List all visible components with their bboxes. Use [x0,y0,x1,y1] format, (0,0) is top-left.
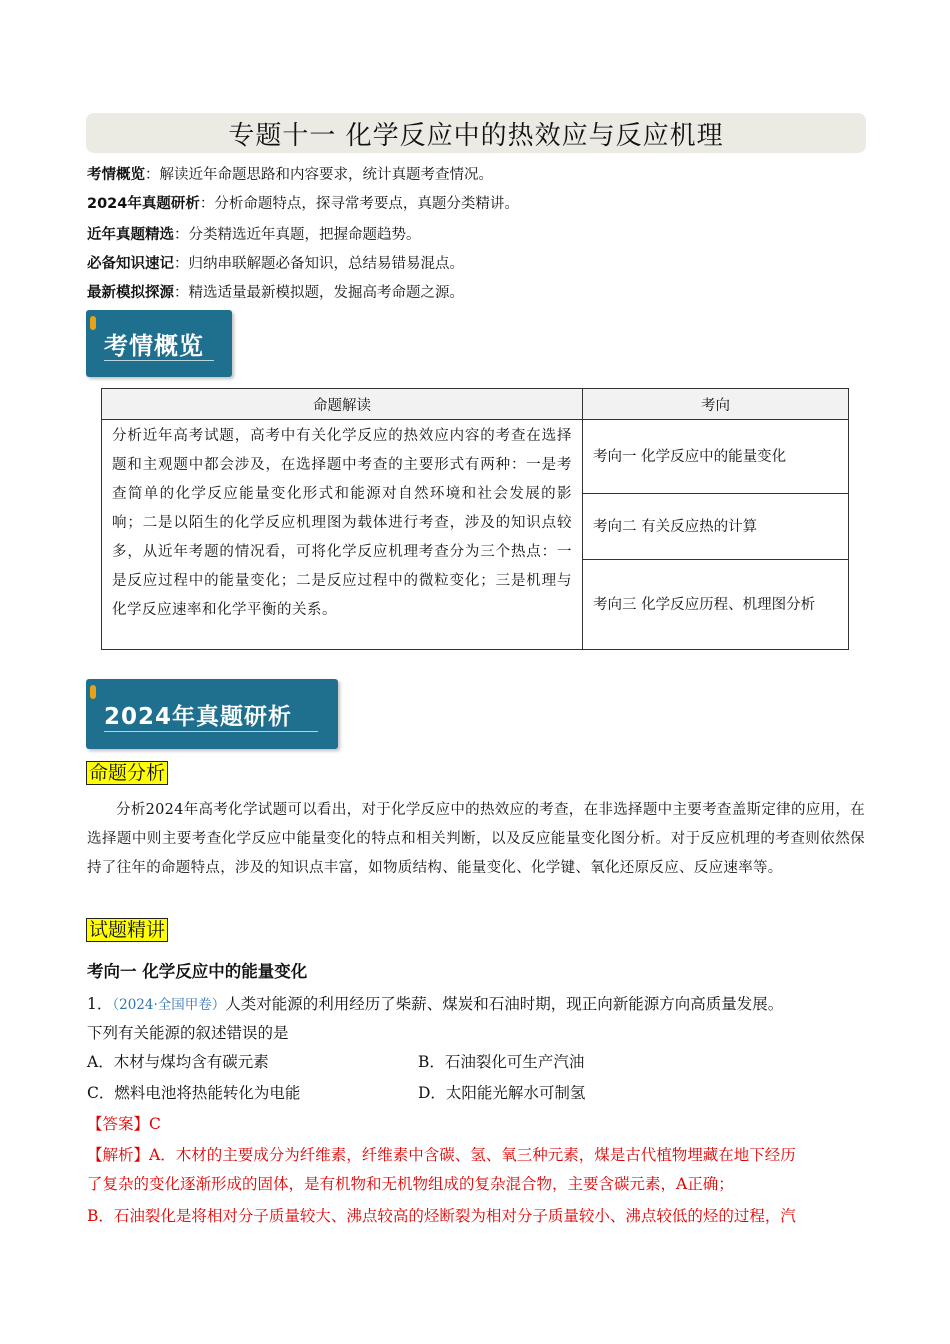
intro-text: ：归纳串联解题必备知识，总结易错易混点。 [174,256,464,272]
section-heading-label: 试题精讲 [86,918,168,942]
option-a: A．木材与煤均含有碳元素 [87,1053,269,1071]
option-c: C．燃料电池将热能转化为电能 [87,1084,301,1102]
intro-line-knowledge [87,254,464,274]
banner-underline [104,360,214,361]
table-description: 分析近年高考试题，高考中有关化学反应的热效应内容的考查在选择题和主观题中都会涉及，在选择题中考查的主要形式有两种：一是考查简单的化学反应能量变化形式和能源对自然环境和社会发展的影响；二是以陌生的化学反应机理图为载体进行考查，涉及的知识点较多，从近年考题的情况看，可将化学反应机理考查分为三个热点：一是反应过程中的能量变化；二是反应过程中的微粒变化；三是机理与化学反应速率和化学平衡的关系。 [102,420,583,650]
analysis-banner [86,679,338,749]
analysis-line-1: 【解析】A．木材的主要成分为纤维素，纤维素中含碳、氢、氧三种元素，煤是古代植物埋藏在地下经历 [87,1146,796,1164]
question-stem-1: 人类对能源的利用经历了柴薪、煤炭和石油时期，现正向新能源方向高质量发展。 [225,995,784,1013]
intro-label: 2024年真题研析 [87,196,200,212]
direction-2-cell: 考向二 有关反应热的计算 [583,494,849,560]
section-heading-exercises [86,917,168,943]
intro-label: 最新模拟探源 [87,285,174,301]
page-title: 专题十一 化学反应中的热效应与反应机理 [86,113,866,153]
direction-3-cell: 考向三 化学反应历程、机理图分析 [583,560,849,650]
section-heading-analysis [86,760,168,786]
intro-text: ：分类精选近年真题，把握命题趋势。 [174,227,421,243]
section-heading-label: 命题分析 [86,761,168,785]
intro-label: 考情概览 [87,167,145,183]
analysis-text: 分析2024年高考化学试题可以看出，对于化学反应中的热效应的考查，在非选择题中主要考查盖斯定律的应用，在选择题中则主要考查化学反应中能量变化的特点和相关判断，以及反应能量变化图分析。对于反应机理的考查则依然保持了往年的命题特点，涉及的知识点丰富，如物质结构、能量变化、化学键、氧化还原反应、反应速率等。 [87,802,865,876]
intro-line-selection [87,225,421,245]
intro-line-mock [87,283,464,303]
banner-tab-icon [90,316,96,330]
answer: 【答案】C [87,1115,161,1133]
intro-text: ：解读近年命题思路和内容要求，统计真题考查情况。 [145,167,493,183]
question-source: （2024·全国甲卷） [112,997,226,1013]
intro-text: ：精选适量最新模拟题，发掘高考命题之源。 [174,285,464,301]
intro-label: 必备知识速记 [87,256,174,272]
analysis-line-2: 了复杂的变化逐渐形成的固体，是有机物和无机物组成的复杂混合物，主要含碳元素，A正确； [87,1175,734,1193]
question-stem-line-1 [87,992,783,1014]
banner-underline [104,731,318,732]
intro-line-overview [87,165,493,185]
direction-1-cell: 考向一 化学反应中的能量变化 [583,420,849,494]
table-header-interpretation: 命题解读 [102,389,583,420]
intro-line-analysis [87,194,519,214]
question-number: 1． [87,995,113,1013]
analysis-line-3: B．石油裂化是将相对分子质量较大、沸点较高的烃断裂为相对分子质量较小、沸点较低的烃的过程，汽 [87,1207,796,1225]
overview-banner [86,310,232,377]
exam-direction-table [101,388,849,650]
table-header-direction: 考向 [583,389,849,420]
option-b: B．石油裂化可生产汽油 [418,1053,585,1071]
banner-tab-icon [90,685,96,699]
analysis-paragraph [87,796,865,883]
question-stem-2: 下列有关能源的叙述错误的是 [87,1024,289,1042]
intro-label: 近年真题精选 [87,227,174,243]
direction-1-heading: 考向一 化学反应中的能量变化 [87,962,308,981]
option-d: D．太阳能光解水可制氢 [418,1084,586,1102]
analysis-banner-label: 2024年真题研析 [104,703,293,730]
intro-text: ：分析命题特点，探寻常考要点，真题分类精讲。 [199,196,519,212]
overview-banner-label: 考情概览 [104,332,204,360]
